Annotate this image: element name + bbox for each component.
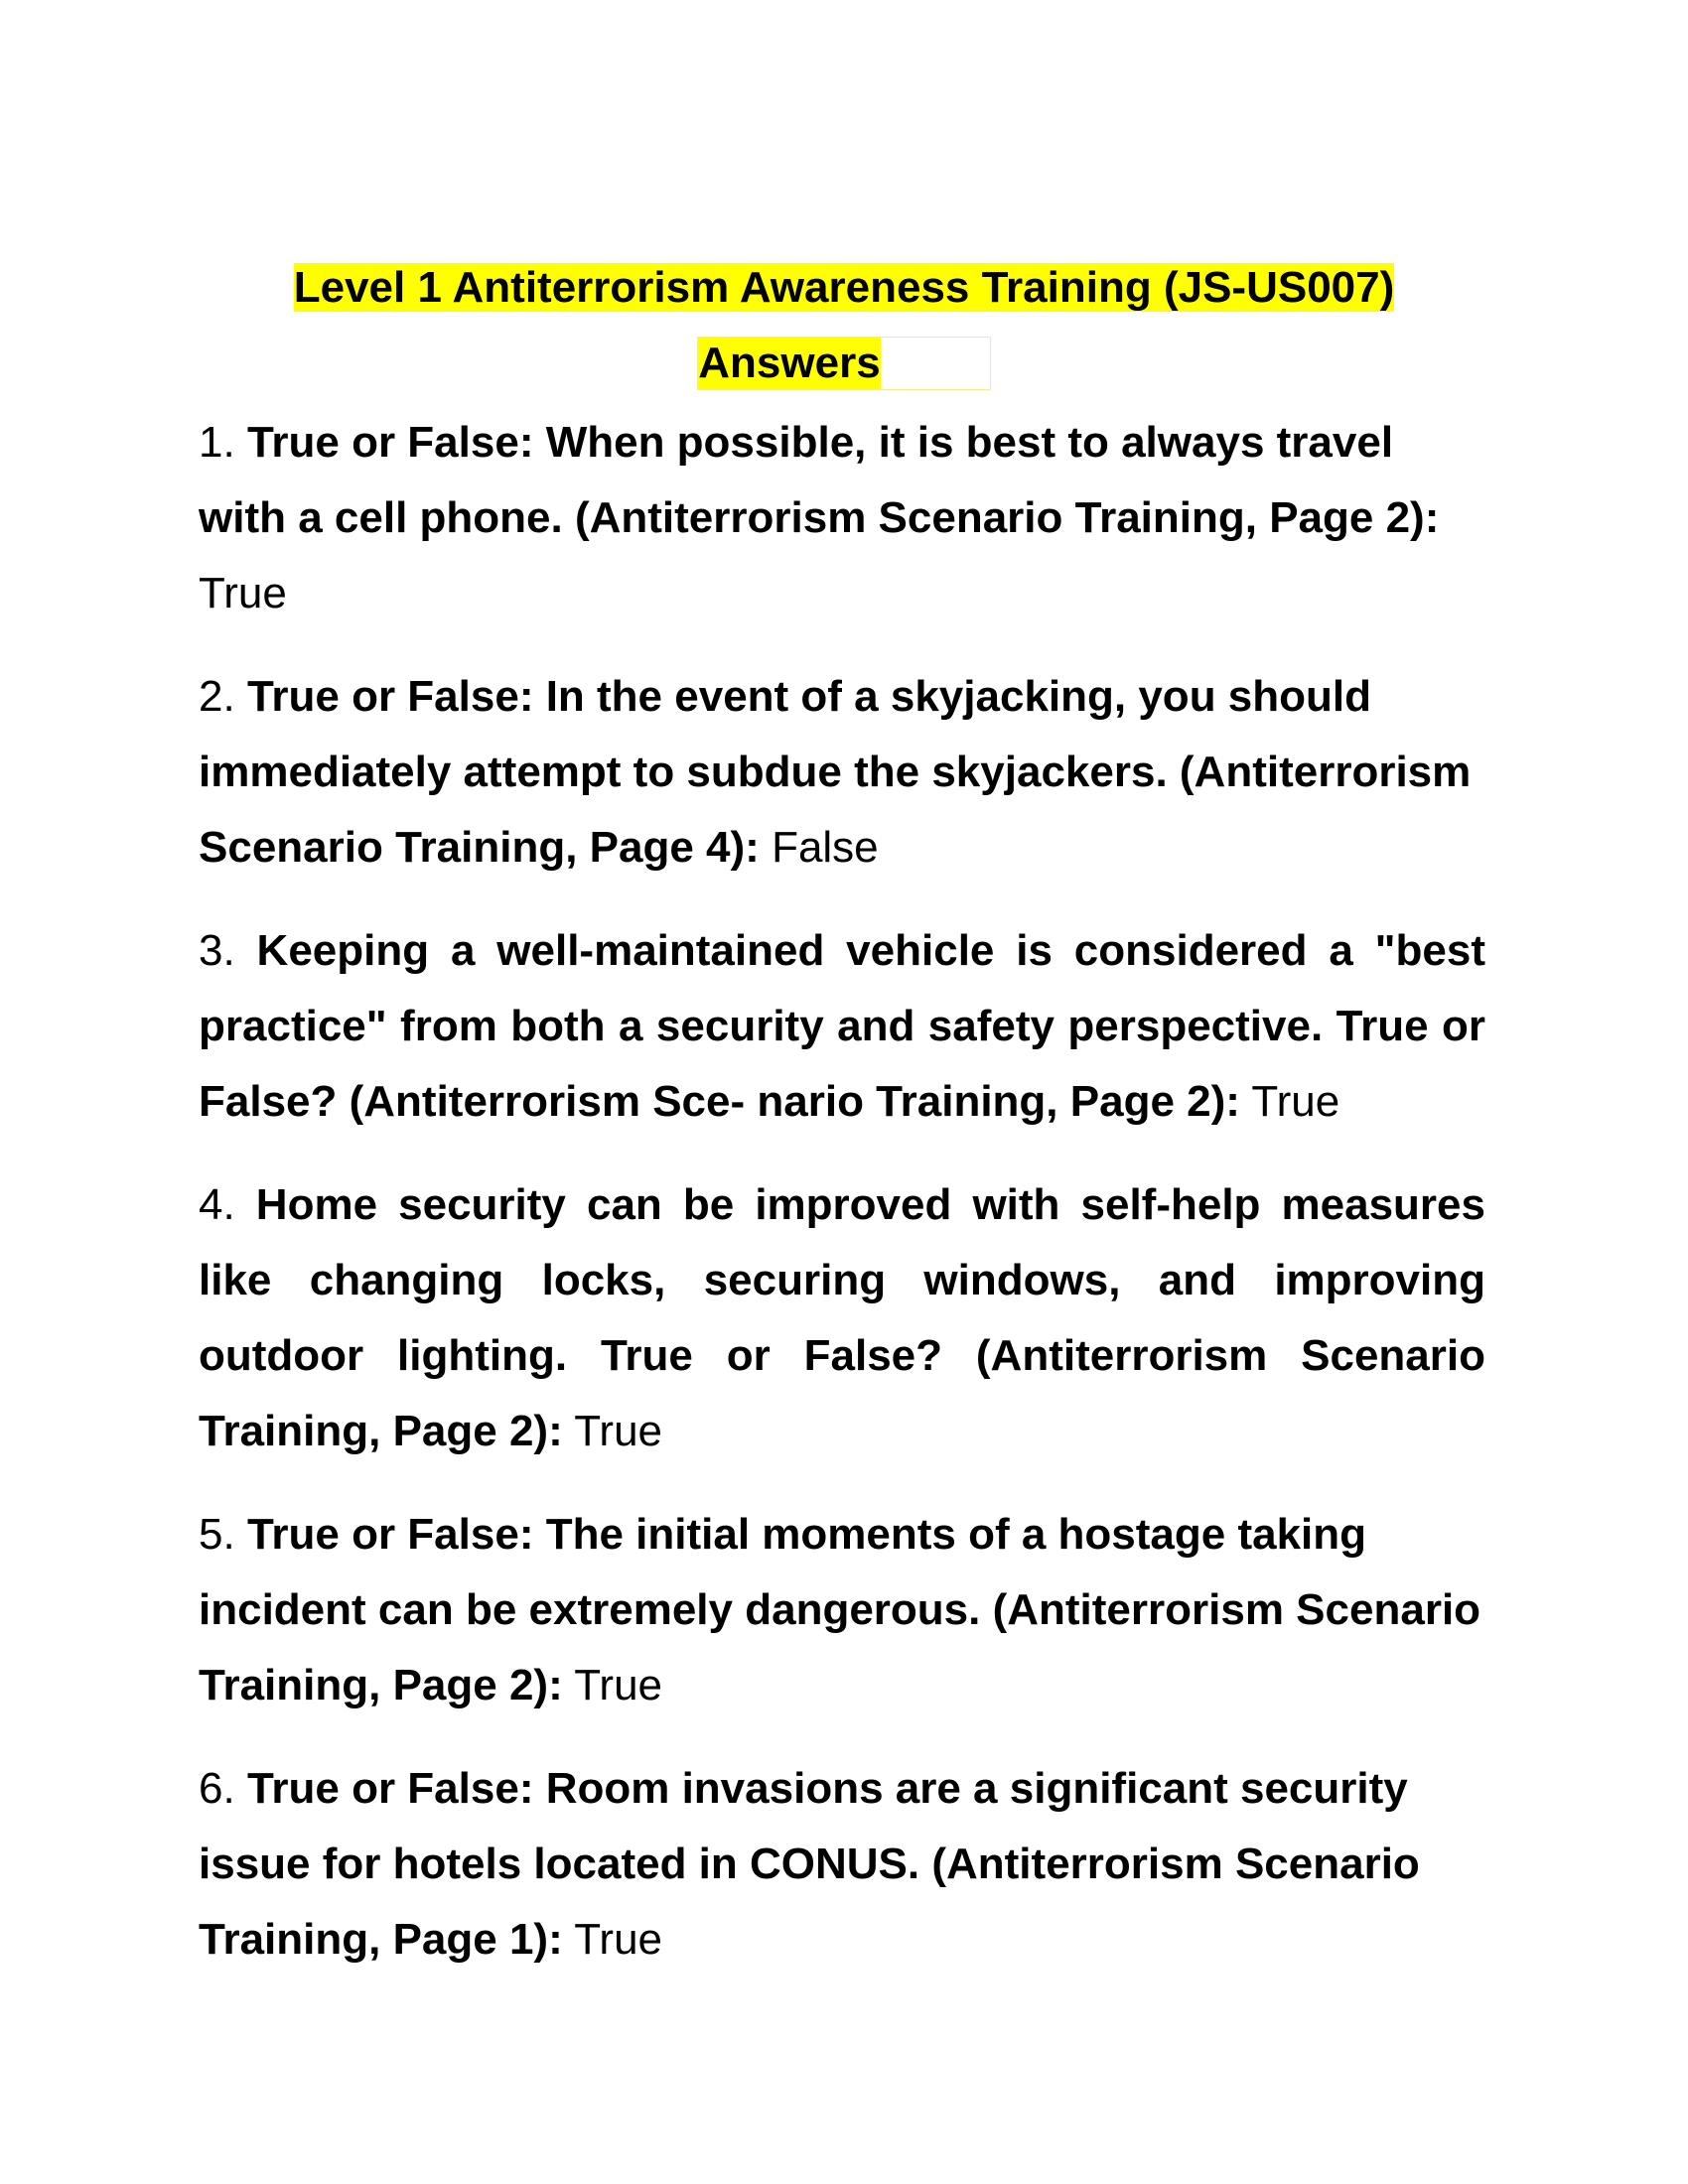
question-list: [199, 405, 1485, 2005]
question-number: 2.: [199, 672, 235, 721]
question-number: 1.: [199, 418, 235, 467]
question-answer: True: [1251, 1077, 1340, 1126]
title-line-2: [0, 326, 1688, 401]
answers-heading: Answers: [698, 338, 989, 389]
question-text: True or False: In the event of a skyjacking, you should immediately attempt to subdue the skyjackers. (Antiterrorism Scenario Training, Page 4):: [199, 672, 1472, 872]
question-item-3: [199, 913, 1485, 1140]
question-item-5: [199, 1497, 1485, 1723]
question-answer: True: [574, 1661, 663, 1709]
question-text: True or False: Room invasions are a significant security issue for hotels located in CONUS. (Antiterrorism Scenario Training, Page 1):: [199, 1764, 1420, 1964]
title-text: Level 1 Antiterrorism Awareness Training (JS-US007): [293, 263, 1395, 312]
question-number: 4.: [199, 1180, 235, 1229]
question-text: Home security can be improved with self-help measures like changing locks, securing windows, and improving outdoor lighting. True or False? (Antiterrorism Scenario Training, Page 2):: [199, 1180, 1485, 1455]
question-answer: True: [574, 1407, 663, 1455]
question-item-4: [199, 1167, 1485, 1469]
document-title: [0, 250, 1688, 401]
question-number: 3.: [199, 926, 235, 975]
title-line-1: [0, 250, 1688, 326]
question-text: True or False: The initial moments of a hostage taking incident can be extremely dangerous. (Antiterrorism Scenario Training, Page 2):: [199, 1510, 1481, 1709]
question-number: 6.: [199, 1764, 235, 1813]
question-answer: True: [199, 569, 287, 617]
question-item-2: [199, 659, 1485, 886]
question-item-6: [199, 1751, 1485, 1978]
question-item-1: [199, 405, 1485, 631]
question-number: 5.: [199, 1510, 235, 1559]
question-answer: True: [574, 1915, 663, 1964]
question-text: True or False: When possible, it is best to always travel with a cell phone. (Antiterrorism Scenario Training, Page 2):: [199, 418, 1440, 542]
question-text: Keeping a well-maintained vehicle is considered a "best practice" from both a security and safety perspective. True or False? (Antiterrorism Sce- nario Training, Page 2):: [199, 926, 1485, 1126]
question-answer: False: [772, 823, 879, 872]
